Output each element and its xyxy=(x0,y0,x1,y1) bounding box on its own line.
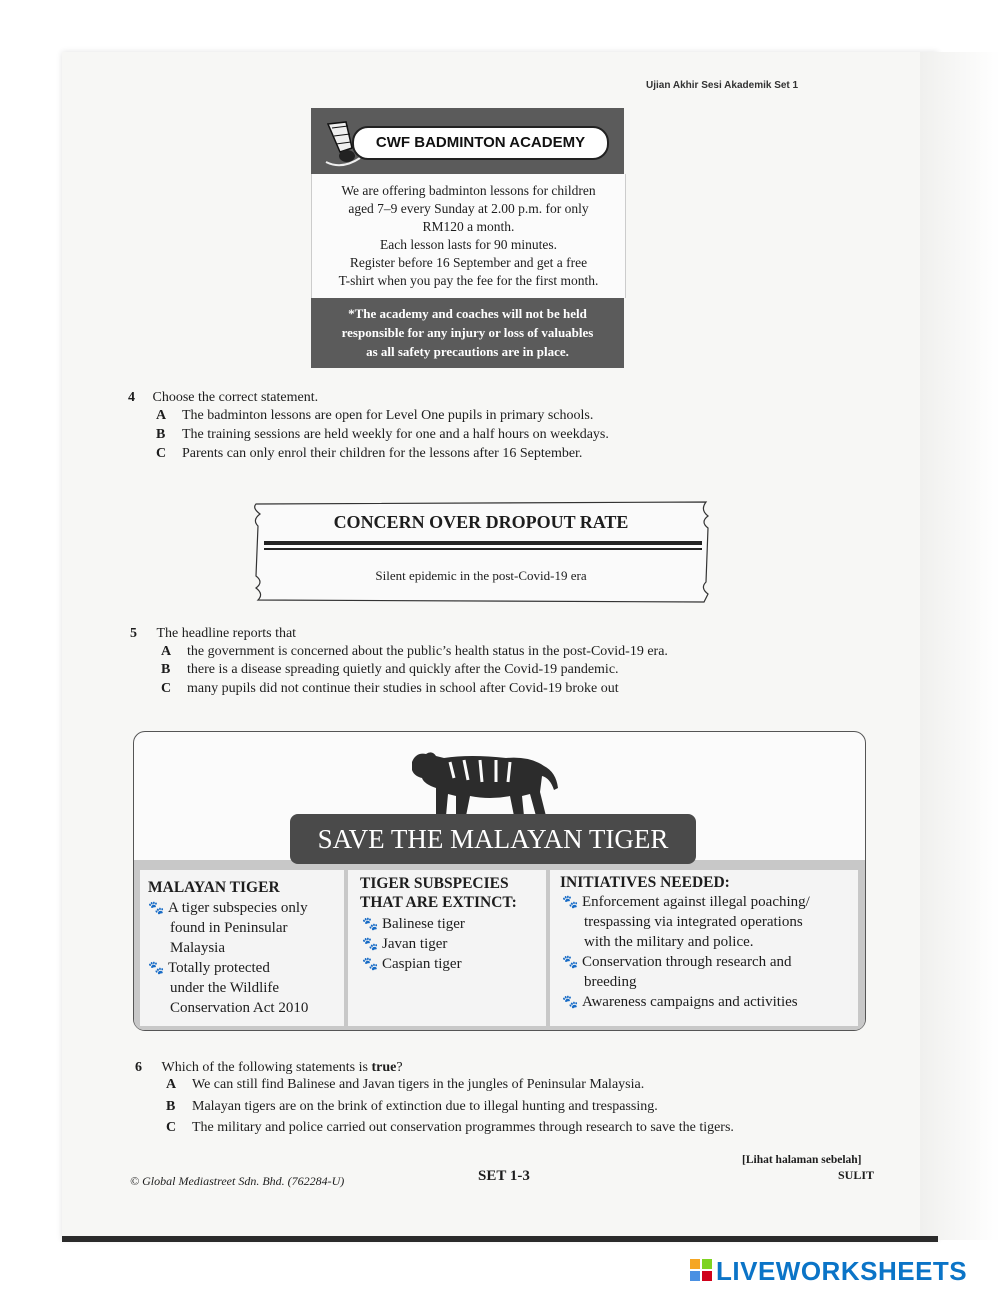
q5-option-b[interactable] xyxy=(161,661,619,679)
question-number: 4 xyxy=(128,390,135,405)
option-letter: B xyxy=(161,662,171,677)
ad1-note-line: *The academy and coaches will not be held xyxy=(348,306,587,321)
option-letter: B xyxy=(166,1099,176,1114)
list-text: found in Peninsular xyxy=(170,920,288,936)
headline-title: CONCERN OVER DROPOUT RATE xyxy=(333,512,629,532)
list-text: trespassing via integrated operations xyxy=(584,914,803,930)
option-text: The training sessions are held weekly for one and a half hours on weekdays. xyxy=(182,427,609,442)
set-page-number: SET 1-3 xyxy=(478,1168,530,1184)
paw-icon: 🐾 xyxy=(562,894,579,909)
list-item xyxy=(148,958,344,1018)
option-letter: C xyxy=(166,1120,177,1135)
option-letter: B xyxy=(156,427,166,442)
ad1-line: RM120 a month. xyxy=(422,219,515,234)
paw-icon: 🐾 xyxy=(562,954,579,969)
q4-option-a[interactable] xyxy=(156,407,593,425)
list-text: Conservation Act 2010 xyxy=(170,1000,309,1016)
list-item xyxy=(362,934,542,954)
question-4 xyxy=(128,389,318,407)
option-letter: A xyxy=(161,644,172,659)
ad1-line: Register before 16 September and get a free xyxy=(349,255,588,270)
heading-line: TIGER SUBSPECIES xyxy=(360,875,509,892)
option-letter: A xyxy=(156,408,167,423)
option-text: many pupils did not continue their studies in school after Covid-19 broke out xyxy=(187,681,619,696)
option-text: the government is concerned about the public’s health status in the post-Covid-19 era. xyxy=(187,644,668,659)
list-text: Conservation through research and xyxy=(582,954,792,970)
list-text: Caspian tiger xyxy=(382,956,462,972)
list-item xyxy=(362,954,542,974)
list-item xyxy=(562,892,856,952)
list-item xyxy=(362,914,542,934)
list-item xyxy=(562,952,856,992)
ad1-disclaimer xyxy=(311,298,624,368)
ad1-title: CWF BADMINTON ACADEMY xyxy=(352,126,609,160)
option-letter: A xyxy=(166,1077,177,1092)
tiger-col2-list xyxy=(362,914,542,974)
q5-option-c[interactable] xyxy=(161,680,619,698)
option-text: Malayan tigers are on the brink of extinction due to illegal hunting and trespassing. xyxy=(192,1099,658,1114)
tiger-banner: SAVE THE MALAYAN TIGER xyxy=(290,814,696,864)
question-number: 5 xyxy=(130,626,137,641)
tiger-col2-heading xyxy=(360,874,517,912)
page-bottom-edge xyxy=(62,1236,938,1242)
list-text: with the military and police. xyxy=(584,934,754,950)
list-text: A tiger subspecies only xyxy=(168,900,308,916)
option-text: We can still find Balinese and Javan tigers in the jungles of Peninsular Malaysia. xyxy=(192,1077,645,1092)
question-stem: The headline reports that xyxy=(156,626,297,641)
list-text: under the Wildlife xyxy=(170,980,280,996)
question-stem-emphasis: true xyxy=(371,1060,397,1075)
ad1-line: We are offering badminton lessons for children xyxy=(341,183,596,198)
list-text: Balinese tiger xyxy=(382,916,465,932)
option-letter: C xyxy=(161,681,172,696)
ad1-line: aged 7–9 every Sunday at 2.00 p.m. for only xyxy=(348,201,589,216)
question-number: 6 xyxy=(135,1060,142,1075)
question-5 xyxy=(130,625,296,643)
list-text: Javan tiger xyxy=(382,936,448,952)
list-text: Malaysia xyxy=(170,940,225,956)
list-text: Awareness campaigns and activities xyxy=(582,994,798,1010)
question-stem: Which of the following statements is xyxy=(161,1060,372,1075)
question-stem: Choose the correct statement. xyxy=(152,390,319,405)
list-text: Enforcement against illegal poaching/ xyxy=(582,894,810,910)
headline-subtitle: Silent epidemic in the post-Covid-19 era xyxy=(375,568,587,583)
question-stem-end: ? xyxy=(396,1060,403,1075)
option-text: there is a disease spreading quietly and quickly after the Covid-19 pandemic. xyxy=(187,662,619,677)
ad1-body xyxy=(311,174,626,298)
q6-option-c[interactable] xyxy=(166,1119,734,1137)
tiger-col3-heading: INITIATIVES NEEDED: xyxy=(560,874,730,891)
paw-icon: 🐾 xyxy=(362,956,379,971)
question-6 xyxy=(135,1059,403,1077)
option-text: Parents can only enrol their children for the lessons after 16 September. xyxy=(182,446,583,461)
q6-option-b[interactable] xyxy=(166,1098,658,1116)
list-item xyxy=(148,898,344,958)
option-letter: C xyxy=(156,446,167,461)
ad1-note-line: as all safety precautions are in place. xyxy=(366,344,569,359)
paw-icon: 🐾 xyxy=(148,960,165,975)
liveworksheets-watermark: LIVEWORKSHEETS xyxy=(716,1256,968,1286)
q6-option-a[interactable] xyxy=(166,1076,644,1094)
tiger-col1-list xyxy=(148,898,344,1018)
q4-option-c[interactable] xyxy=(156,445,582,463)
paw-icon: 🐾 xyxy=(362,936,379,951)
paw-icon: 🐾 xyxy=(148,900,165,915)
heading-line: THAT ARE EXTINCT: xyxy=(360,894,517,911)
copyright-text: © Global Mediastreet Sdn. Bhd. (762284-U) xyxy=(130,1174,345,1188)
tiger-col1-heading: MALAYAN TIGER xyxy=(148,879,280,896)
ad1-note-line: responsible for any injury or loss of valuables xyxy=(341,325,594,340)
liveworksheets-logo-icon xyxy=(690,1259,712,1281)
q5-option-a[interactable] xyxy=(161,643,668,661)
next-page-note: [Lihat halaman sebelah] xyxy=(742,1154,862,1166)
tiger-silhouette-icon xyxy=(410,748,560,820)
page-edge xyxy=(920,52,1000,1240)
paw-icon: 🐾 xyxy=(562,994,579,1009)
option-text: The badminton lessons are open for Level One pupils in primary schools. xyxy=(182,408,594,423)
paw-icon: 🐾 xyxy=(362,916,379,931)
tiger-col3-list xyxy=(562,892,856,1012)
ad1-line: T-shirt when you pay the fee for the first month. xyxy=(338,273,599,288)
list-text: breeding xyxy=(584,974,637,990)
q4-option-b[interactable] xyxy=(156,426,609,444)
list-text: Totally protected xyxy=(168,960,270,976)
list-item xyxy=(562,992,856,1012)
headline-rule-thin xyxy=(264,548,702,550)
option-text: The military and police carried out conservation programmes through research to save the tigers. xyxy=(192,1120,734,1135)
headline-rule xyxy=(264,541,702,545)
sulit-label: SULIT xyxy=(838,1168,875,1182)
exam-header: Ujian Akhir Sesi Akademik Set 1 xyxy=(646,80,799,91)
ad1-line: Each lesson lasts for 90 minutes. xyxy=(380,237,557,252)
